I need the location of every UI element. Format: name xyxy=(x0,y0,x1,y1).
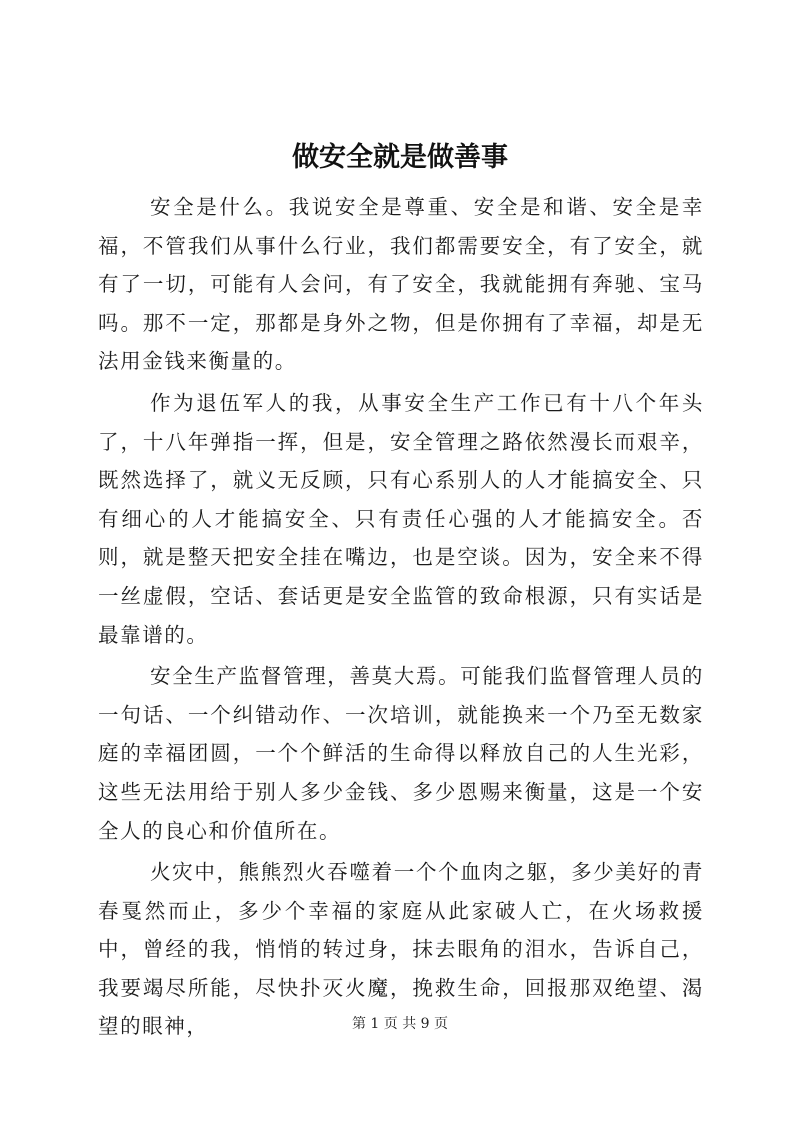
paragraph: 安全是什么。我说安全是尊重、安全是和谐、安全是幸福，不管我们从事什么行业，我们都需要安全，有了安全，就有了一切，可能有人会问，有了安全，我就能拥有奔驰、宝马吗。那不一定，那都是身外之物，但是你拥有了幸福，却是无法用金钱来衡量的。 xyxy=(98,195,704,374)
document-body xyxy=(98,188,704,1049)
paragraph: 安全生产监督管理，善莫大焉。可能我们监督管理人员的一句话、一个纠错动作、一次培训，就能换来一个乃至无数家庭的幸福团圆，一个个鲜活的生命得以释放自己的人生光彩，这些无法用给于别人多少金钱、多少恩赐来衡量，这是一个安全人的良心和价值所在。 xyxy=(98,664,704,843)
page-title: 做安全就是做善事 xyxy=(292,142,508,173)
page-footer: 第 1 页 共 9 页 xyxy=(351,1016,449,1032)
paragraph: 作为退伍军人的我，从事安全生产工作已有十八个年头了，十八年弹指一挥，但是，安全管理之路依然漫长而艰辛，既然选择了，就义无反顾，只有心系别人的人才能搞安全、只有细心的人才能搞安全、只有责任心强的人才能搞安全。否则，就是整天把安全挂在嘴边，也是空谈。因为，安全来不得一丝虚假，空话、套话更是安全监管的致命根源，只有实话是最靠谱的。 xyxy=(98,390,704,647)
paragraph: 火灾中，熊熊烈火吞噬着一个个血肉之躯，多少美好的青春戛然而止，多少个幸福的家庭从此家破人亡，在火场救援中，曾经的我，悄悄的转过身，抹去眼角的泪水，告诉自己，我要竭尽所能，尽快扑灭火魔，挽救生命，回报那双绝望、渴望的眼神， xyxy=(98,860,704,1039)
